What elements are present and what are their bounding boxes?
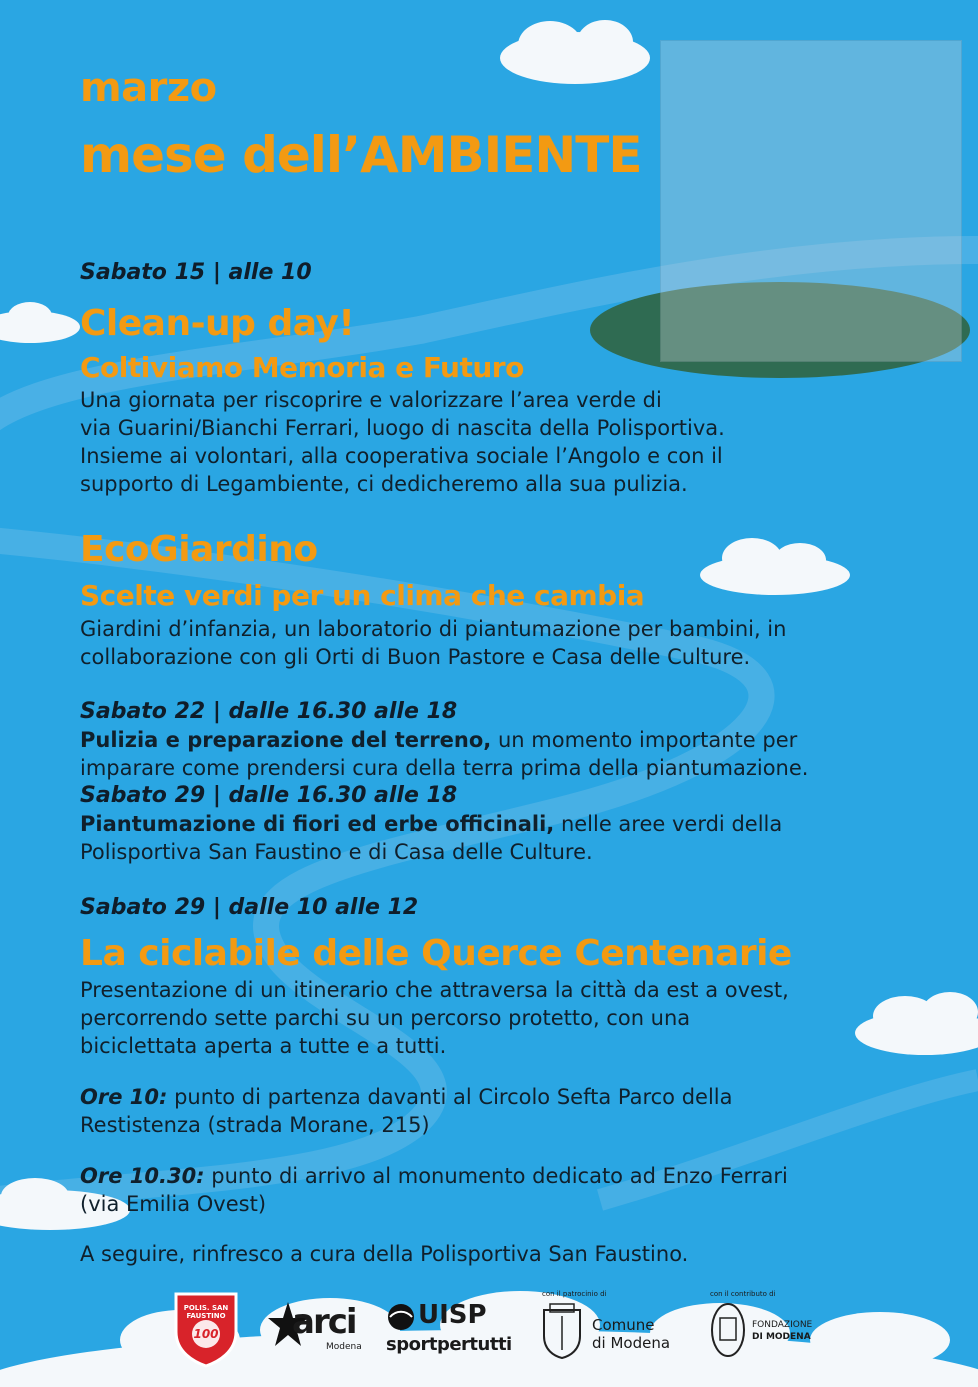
- text-line: Una giornata per riscoprire e valorizzare l’area verde di: [80, 388, 662, 412]
- event3-title: La ciclabile delle Querce Centenarie: [80, 933, 792, 974]
- uisp-globe-icon: [386, 1302, 416, 1332]
- session2-rest: nelle aree verdi della: [554, 812, 783, 836]
- stop-start-label: Ore 10:: [80, 1085, 168, 1109]
- seal-icon: [708, 1300, 748, 1360]
- session1-description: [80, 726, 808, 782]
- uisp-sub: sportpertutti: [386, 1334, 512, 1355]
- event3-date: Sabato 29 | dalle 10 alle 12: [80, 895, 419, 920]
- comune-caption: con il patrocinio di: [542, 1290, 607, 1298]
- cloud-icon: [700, 538, 850, 595]
- event1-date: Sabato 15 | alle 10: [80, 260, 312, 285]
- event1-title: Clean-up day!: [80, 303, 355, 344]
- coat-of-arms-icon: [540, 1302, 584, 1360]
- cloud-icon: [500, 20, 650, 84]
- text-line: Presentazione di un itinerario che attraversa la città da est a ovest,: [80, 978, 789, 1002]
- event1-subtitle: Coltiviamo Memoria e Futuro: [80, 351, 524, 384]
- text-line: (via Emilia Ovest): [80, 1192, 267, 1216]
- event2-subtitle: Scelte verdi per un clima che cambia: [80, 579, 645, 612]
- session2-date: Sabato 29 | dalle 16.30 alle 18: [80, 783, 458, 808]
- event1-description: [80, 386, 725, 498]
- comune-line1: Comune: [592, 1316, 655, 1334]
- arci-name: arci: [292, 1302, 356, 1342]
- stop-end-text: punto di arrivo al monumento dedicato ad Enzo Ferrari: [204, 1164, 788, 1188]
- text-line: supporto di Legambiente, ci dedicheremo alla sua pulizia.: [80, 472, 688, 496]
- stop-end: [80, 1162, 788, 1218]
- arci-logo: [268, 1298, 368, 1362]
- event3-description: [80, 976, 789, 1060]
- uisp-name: UISP: [418, 1300, 487, 1330]
- polis-san-faustino-logo: [172, 1290, 240, 1368]
- session2-highlight: Piantumazione di fiori ed erbe officinali,: [80, 812, 555, 836]
- event2-description: [80, 615, 786, 671]
- fondazione-caption: con il contributo di: [710, 1290, 776, 1298]
- text-line: imparare come prendersi cura della terra prima della piantumazione.: [80, 756, 809, 780]
- uisp-logo: [386, 1300, 516, 1364]
- session1-rest: un momento importante per: [491, 728, 798, 752]
- session1-highlight: Pulizia e preparazione del terreno,: [80, 728, 492, 752]
- text-line: Polisportiva San Faustino e di Casa delle Culture.: [80, 840, 593, 864]
- text-line: Giardini d’infanzia, un laboratorio di piantumazione per bambini, in: [80, 617, 787, 641]
- fondazione-line2: DI MODENA: [752, 1332, 811, 1342]
- text-line: Restistenza (strada Morane, 215): [80, 1113, 430, 1137]
- comune-modena-logo: [540, 1290, 690, 1370]
- text-line: collaborazione con gli Orti di Buon Pastore e Casa delle Culture.: [80, 645, 751, 669]
- figure-basket-cactus-illustration: [660, 40, 962, 362]
- comune-line2: di Modena: [592, 1334, 671, 1352]
- text-line: percorrendo sette parchi su un percorso protetto, con una: [80, 1006, 691, 1030]
- closing-note: A seguire, rinfresco a cura della Polisportiva San Faustino.: [80, 1242, 689, 1266]
- header-month: marzo: [80, 65, 217, 111]
- cloud-icon: [855, 992, 978, 1055]
- text-line: via Guarini/Bianchi Ferrari, luogo di nascita della Polisportiva.: [80, 416, 725, 440]
- polis-badge: 100: [193, 1327, 219, 1341]
- stop-start-text: punto di partenza davanti al Circolo Sefta Parco della: [167, 1085, 733, 1109]
- header-title: mese dell’AMBIENTE: [80, 126, 642, 184]
- polis-name: POLIS. SAN FAUSTINO: [183, 1304, 229, 1320]
- event2-title: EcoGiardino: [80, 529, 318, 570]
- session2-description: [80, 810, 782, 866]
- fondazione-modena-logo: [708, 1290, 818, 1370]
- arci-sub: Modena: [326, 1342, 362, 1352]
- stop-start: [80, 1083, 733, 1139]
- text-line: biciclettata aperta a tutte e a tutti.: [80, 1034, 447, 1058]
- cloud-icon: [0, 302, 80, 343]
- text-line: Insieme ai volontari, alla cooperativa sociale l’Angolo e con il: [80, 444, 723, 468]
- stop-end-label: Ore 10.30:: [80, 1164, 205, 1188]
- session1-date: Sabato 22 | dalle 16.30 alle 18: [80, 699, 458, 724]
- fondazione-line1: FONDAZIONE: [752, 1320, 813, 1330]
